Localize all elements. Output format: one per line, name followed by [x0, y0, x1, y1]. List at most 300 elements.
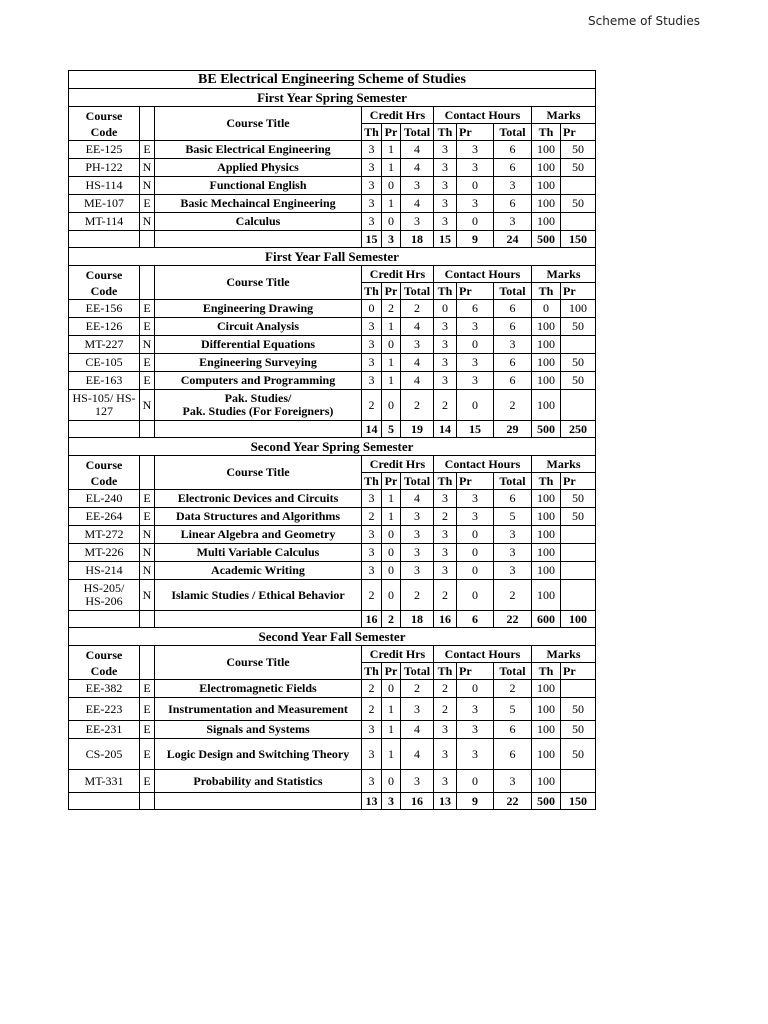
contact-total: 6 [494, 159, 532, 177]
semester-total-row [69, 421, 596, 438]
credit-th: 2 [362, 680, 382, 698]
course-code: HS-214 [69, 562, 140, 580]
course-title: Instrumentation and Measurement [155, 698, 362, 721]
marks-pr [561, 390, 596, 421]
course-code: ME-107 [69, 195, 140, 213]
total-m-th: 500 [532, 231, 561, 248]
contact-pr: 3 [457, 698, 494, 721]
contact-th: 2 [434, 390, 457, 421]
course-type-flag: E [140, 698, 155, 721]
total-ch-total: 16 [401, 793, 434, 810]
course-type-flag: N [140, 390, 155, 421]
marks-pr: 50 [561, 372, 596, 390]
th-header: Th [434, 663, 457, 680]
credit-total: 3 [401, 544, 434, 562]
course-code: EE-382 [69, 680, 140, 698]
course-row [69, 739, 596, 770]
marks-th: 100 [532, 490, 561, 508]
th-header: Th [362, 473, 382, 490]
marks-th: 100 [532, 770, 561, 793]
course-code: EE-264 [69, 508, 140, 526]
marks-pr [561, 680, 596, 698]
credit-total: 3 [401, 177, 434, 195]
marks-th: 100 [532, 721, 561, 739]
course-row [69, 336, 596, 354]
course-type-flag: E [140, 195, 155, 213]
course-code: EE-156 [69, 300, 140, 318]
total-header: Total [401, 663, 434, 680]
course-code: HS-105/ HS-127 [69, 390, 140, 421]
flag-header [140, 456, 155, 490]
marks-pr: 50 [561, 318, 596, 336]
pr-header: Pr [382, 663, 401, 680]
course-type-flag: N [140, 526, 155, 544]
course-code: EE-125 [69, 141, 140, 159]
credit-pr: 1 [382, 739, 401, 770]
course-title: Probability and Statistics [155, 770, 362, 793]
marks-th: 100 [532, 372, 561, 390]
contact-th: 3 [434, 318, 457, 336]
contact-total: 6 [494, 354, 532, 372]
credit-th: 0 [362, 300, 382, 318]
total-m-pr: 100 [561, 611, 596, 628]
marks-th: 100 [532, 195, 561, 213]
total-ch-th: 15 [362, 231, 382, 248]
course-row [69, 159, 596, 177]
contact-pr: 6 [457, 300, 494, 318]
semester-title-row [69, 628, 596, 646]
course-type-flag: E [140, 141, 155, 159]
pr-header: Pr [382, 473, 401, 490]
marks-th: 100 [532, 177, 561, 195]
course-type-flag: N [140, 562, 155, 580]
course-type-flag: E [140, 739, 155, 770]
total-ch-total: 18 [401, 231, 434, 248]
contact-pr: 0 [457, 390, 494, 421]
th-header: Th [362, 663, 382, 680]
contact-th: 2 [434, 580, 457, 611]
credit-total: 4 [401, 195, 434, 213]
course-code: EE-163 [69, 372, 140, 390]
course-title: Computers and Programming [155, 372, 362, 390]
course-title-header: Course Title [155, 266, 362, 300]
semester-total-row [69, 611, 596, 628]
flag-header [140, 646, 155, 680]
th-header: Th [362, 283, 382, 300]
marks-header: Marks [532, 646, 596, 663]
course-title: Electronic Devices and Circuits [155, 490, 362, 508]
course-type-flag: N [140, 177, 155, 195]
credit-total: 4 [401, 372, 434, 390]
contact-total: 2 [494, 580, 532, 611]
contact-pr: 0 [457, 526, 494, 544]
contact-total: 3 [494, 544, 532, 562]
contact-total: 6 [494, 490, 532, 508]
course-code: MT-226 [69, 544, 140, 562]
credit-th: 3 [362, 544, 382, 562]
total-ch-th: 14 [362, 421, 382, 438]
contact-total: 6 [494, 372, 532, 390]
semester-title-row [69, 89, 596, 107]
course-title: Engineering Surveying [155, 354, 362, 372]
credit-th: 3 [362, 195, 382, 213]
course-title-header: Course Title [155, 456, 362, 490]
course-row [69, 562, 596, 580]
course-type-flag: N [140, 159, 155, 177]
credit-total: 4 [401, 159, 434, 177]
course-code-header: Course Code [69, 266, 140, 300]
course-type-flag: E [140, 490, 155, 508]
contact-pr: 3 [457, 159, 494, 177]
marks-header: Marks [532, 266, 596, 283]
total-header: Total [401, 283, 434, 300]
credit-th: 2 [362, 580, 382, 611]
total-co-pr: 9 [457, 231, 494, 248]
marks-pr [561, 580, 596, 611]
marks-th: 100 [532, 508, 561, 526]
total-ch-pr: 2 [382, 611, 401, 628]
marks-pr: 50 [561, 354, 596, 372]
course-title: Applied Physics [155, 159, 362, 177]
course-row [69, 544, 596, 562]
credit-pr: 1 [382, 159, 401, 177]
total-blank-flag [140, 611, 155, 628]
marks-th: 100 [532, 739, 561, 770]
total-ch-total: 19 [401, 421, 434, 438]
credit-total: 4 [401, 318, 434, 336]
marks-pr: 50 [561, 721, 596, 739]
credit-hrs-header: Credit Hrs [362, 266, 434, 283]
contact-th: 3 [434, 770, 457, 793]
th-header: Th [532, 663, 561, 680]
marks-pr: 50 [561, 195, 596, 213]
course-code: CE-105 [69, 354, 140, 372]
total-blank-flag [140, 231, 155, 248]
credit-pr: 0 [382, 680, 401, 698]
credit-pr: 1 [382, 195, 401, 213]
page-header: Scheme of Studies [588, 14, 700, 28]
credit-th: 3 [362, 562, 382, 580]
total-header: Total [494, 473, 532, 490]
course-type-flag: E [140, 721, 155, 739]
marks-pr [561, 213, 596, 231]
course-code: MT-272 [69, 526, 140, 544]
credit-th: 2 [362, 508, 382, 526]
total-m-pr: 150 [561, 231, 596, 248]
pr-header: Pr [457, 283, 494, 300]
pr-header: Pr [457, 124, 494, 141]
total-blank-flag [140, 421, 155, 438]
course-row [69, 721, 596, 739]
credit-th: 3 [362, 354, 382, 372]
marks-th: 100 [532, 526, 561, 544]
credit-pr: 0 [382, 770, 401, 793]
contact-th: 0 [434, 300, 457, 318]
contact-total: 6 [494, 141, 532, 159]
credit-total: 3 [401, 508, 434, 526]
marks-pr: 50 [561, 159, 596, 177]
course-title: Multi Variable Calculus [155, 544, 362, 562]
contact-total: 3 [494, 177, 532, 195]
course-title: Engineering Drawing [155, 300, 362, 318]
credit-pr: 1 [382, 354, 401, 372]
column-header-row [69, 456, 596, 473]
contact-th: 3 [434, 372, 457, 390]
contact-hours-header: Contact Hours [434, 646, 532, 663]
contact-pr: 3 [457, 354, 494, 372]
credit-pr: 1 [382, 318, 401, 336]
course-row [69, 300, 596, 318]
credit-pr: 1 [382, 698, 401, 721]
marks-pr: 50 [561, 141, 596, 159]
marks-pr [561, 177, 596, 195]
credit-pr: 1 [382, 141, 401, 159]
course-type-flag: E [140, 354, 155, 372]
course-row [69, 372, 596, 390]
contact-total: 6 [494, 195, 532, 213]
contact-pr: 0 [457, 770, 494, 793]
credit-total: 3 [401, 336, 434, 354]
semester-total-row [69, 793, 596, 810]
marks-th: 100 [532, 544, 561, 562]
total-co-total: 24 [494, 231, 532, 248]
marks-th: 100 [532, 141, 561, 159]
course-title: Basic Mechaincal Engineering [155, 195, 362, 213]
marks-th: 100 [532, 680, 561, 698]
contact-total: 2 [494, 390, 532, 421]
course-row [69, 195, 596, 213]
marks-pr [561, 562, 596, 580]
total-blank-title [155, 231, 362, 248]
contact-pr: 0 [457, 336, 494, 354]
credit-th: 3 [362, 770, 382, 793]
total-co-pr: 6 [457, 611, 494, 628]
credit-th: 3 [362, 490, 382, 508]
semester-title: Second Year Fall Semester [69, 628, 596, 646]
contact-th: 3 [434, 354, 457, 372]
credit-total: 4 [401, 721, 434, 739]
total-blank-code [69, 611, 140, 628]
total-blank-code [69, 793, 140, 810]
contact-th: 3 [434, 195, 457, 213]
course-type-flag: E [140, 770, 155, 793]
document-title: BE Electrical Engineering Scheme of Studies [69, 71, 596, 89]
course-row [69, 508, 596, 526]
marks-pr [561, 544, 596, 562]
contact-total: 6 [494, 300, 532, 318]
course-row [69, 698, 596, 721]
contact-pr: 0 [457, 680, 494, 698]
total-co-th: 14 [434, 421, 457, 438]
course-title: Calculus [155, 213, 362, 231]
credit-total: 4 [401, 490, 434, 508]
th-header: Th [434, 473, 457, 490]
contact-th: 2 [434, 508, 457, 526]
contact-pr: 3 [457, 721, 494, 739]
course-type-flag: N [140, 336, 155, 354]
credit-pr: 1 [382, 508, 401, 526]
course-title: Linear Algebra and Geometry [155, 526, 362, 544]
marks-pr [561, 336, 596, 354]
total-m-th: 500 [532, 421, 561, 438]
course-type-flag: E [140, 300, 155, 318]
credit-pr: 0 [382, 177, 401, 195]
course-title-header: Course Title [155, 646, 362, 680]
contact-th: 3 [434, 562, 457, 580]
credit-th: 3 [362, 318, 382, 336]
marks-pr: 50 [561, 698, 596, 721]
credit-pr: 1 [382, 490, 401, 508]
contact-th: 3 [434, 159, 457, 177]
contact-pr: 3 [457, 318, 494, 336]
credit-pr: 2 [382, 300, 401, 318]
course-code: EE-231 [69, 721, 140, 739]
total-co-pr: 15 [457, 421, 494, 438]
contact-total: 5 [494, 698, 532, 721]
semester-title: Second Year Spring Semester [69, 438, 596, 456]
marks-th: 100 [532, 390, 561, 421]
course-row [69, 213, 596, 231]
marks-pr: 50 [561, 739, 596, 770]
marks-th: 100 [532, 580, 561, 611]
credit-total: 2 [401, 580, 434, 611]
contact-th: 3 [434, 544, 457, 562]
credit-total: 3 [401, 562, 434, 580]
credit-total: 3 [401, 213, 434, 231]
credit-th: 3 [362, 739, 382, 770]
total-ch-pr: 3 [382, 231, 401, 248]
credit-th: 3 [362, 526, 382, 544]
course-code: CS-205 [69, 739, 140, 770]
course-code: MT-114 [69, 213, 140, 231]
credit-pr: 0 [382, 526, 401, 544]
marks-th: 100 [532, 698, 561, 721]
total-ch-th: 16 [362, 611, 382, 628]
total-blank-title [155, 421, 362, 438]
marks-pr: 50 [561, 490, 596, 508]
course-code: EE-223 [69, 698, 140, 721]
total-co-total: 22 [494, 793, 532, 810]
total-header: Total [494, 283, 532, 300]
contact-pr: 3 [457, 141, 494, 159]
credit-pr: 0 [382, 562, 401, 580]
column-header-row [69, 107, 596, 124]
course-title: Islamic Studies / Ethical Behavior [155, 580, 362, 611]
marks-th: 100 [532, 336, 561, 354]
course-type-flag: N [140, 544, 155, 562]
semester-title: First Year Spring Semester [69, 89, 596, 107]
contact-th: 3 [434, 213, 457, 231]
total-blank-code [69, 231, 140, 248]
course-row [69, 770, 596, 793]
course-code: MT-331 [69, 770, 140, 793]
flag-header [140, 266, 155, 300]
pr-header: Pr [561, 473, 596, 490]
marks-th: 100 [532, 318, 561, 336]
contact-th: 3 [434, 177, 457, 195]
credit-pr: 0 [382, 336, 401, 354]
credit-th: 3 [362, 721, 382, 739]
credit-pr: 1 [382, 721, 401, 739]
th-header: Th [532, 473, 561, 490]
th-header: Th [532, 283, 561, 300]
total-co-pr: 9 [457, 793, 494, 810]
course-title: Data Structures and Algorithms [155, 508, 362, 526]
credit-th: 3 [362, 141, 382, 159]
total-co-th: 16 [434, 611, 457, 628]
credit-th: 2 [362, 698, 382, 721]
credit-total: 2 [401, 390, 434, 421]
total-blank-code [69, 421, 140, 438]
contact-pr: 3 [457, 508, 494, 526]
course-title: Signals and Systems [155, 721, 362, 739]
course-type-flag: N [140, 213, 155, 231]
course-row [69, 680, 596, 698]
contact-th: 3 [434, 336, 457, 354]
contact-th: 3 [434, 526, 457, 544]
contact-hours-header: Contact Hours [434, 266, 532, 283]
contact-total: 5 [494, 508, 532, 526]
contact-total: 3 [494, 526, 532, 544]
total-ch-total: 18 [401, 611, 434, 628]
marks-th: 0 [532, 300, 561, 318]
total-header: Total [401, 124, 434, 141]
course-code: HS-205/ HS-206 [69, 580, 140, 611]
contact-total: 3 [494, 770, 532, 793]
marks-th: 100 [532, 562, 561, 580]
marks-pr: 100 [561, 300, 596, 318]
course-title: Logic Design and Switching Theory [155, 739, 362, 770]
course-row [69, 580, 596, 611]
marks-pr: 50 [561, 508, 596, 526]
total-blank-title [155, 793, 362, 810]
course-type-flag: E [140, 680, 155, 698]
course-code: MT-227 [69, 336, 140, 354]
contact-th: 2 [434, 680, 457, 698]
credit-total: 3 [401, 526, 434, 544]
credit-pr: 0 [382, 213, 401, 231]
credit-th: 3 [362, 372, 382, 390]
marks-header: Marks [532, 107, 596, 124]
contact-pr: 0 [457, 544, 494, 562]
course-title: Electromagnetic Fields [155, 680, 362, 698]
contact-pr: 3 [457, 195, 494, 213]
credit-hrs-header: Credit Hrs [362, 107, 434, 124]
credit-th: 3 [362, 177, 382, 195]
total-co-th: 13 [434, 793, 457, 810]
th-header: Th [532, 124, 561, 141]
pr-header: Pr [382, 283, 401, 300]
contact-pr: 0 [457, 580, 494, 611]
credit-th: 2 [362, 390, 382, 421]
pr-header: Pr [457, 663, 494, 680]
total-blank-flag [140, 793, 155, 810]
contact-th: 3 [434, 721, 457, 739]
contact-total: 3 [494, 562, 532, 580]
course-title: Circuit Analysis [155, 318, 362, 336]
course-code: EE-126 [69, 318, 140, 336]
credit-pr: 0 [382, 390, 401, 421]
contact-total: 6 [494, 739, 532, 770]
total-header: Total [401, 473, 434, 490]
column-header-row [69, 266, 596, 283]
credit-pr: 0 [382, 580, 401, 611]
course-code: EL-240 [69, 490, 140, 508]
course-title: Pak. Studies/ Pak. Studies (For Foreigners) [155, 390, 362, 421]
pr-header: Pr [561, 124, 596, 141]
contact-th: 3 [434, 490, 457, 508]
total-co-th: 15 [434, 231, 457, 248]
